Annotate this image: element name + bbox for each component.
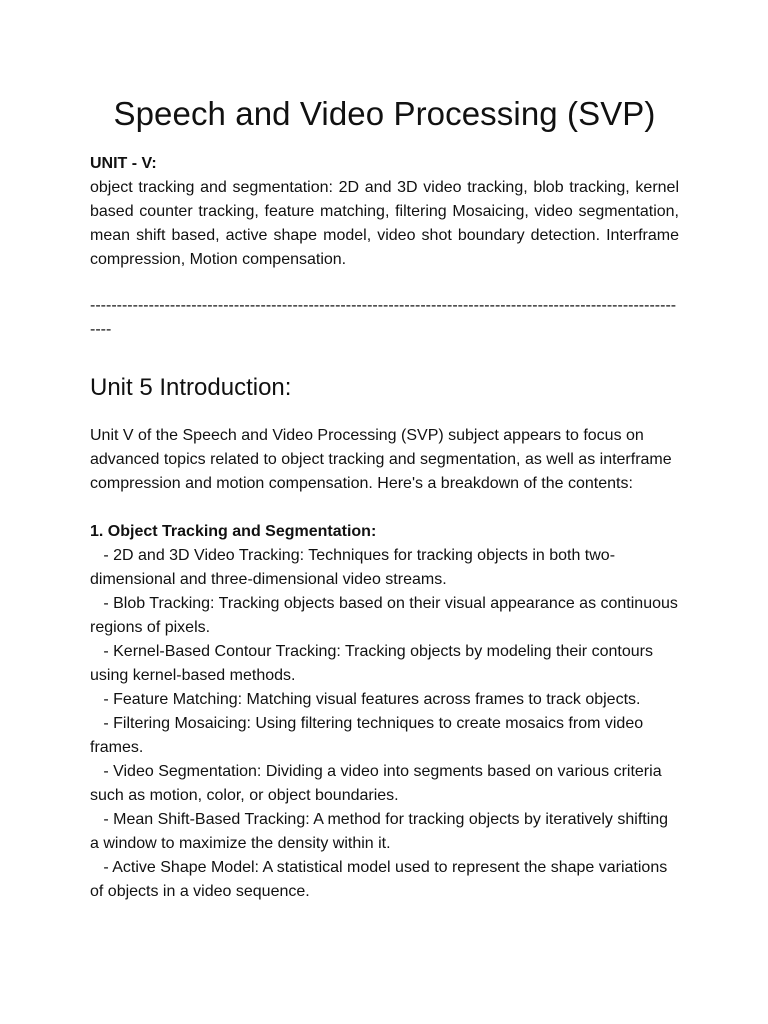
topic-item: - Video Segmentation: Dividing a video into segments based on various criteria such as motion, color, or object boundaries. bbox=[90, 762, 667, 804]
topic-item: - Feature Matching: Matching visual features across frames to track objects. bbox=[90, 690, 641, 708]
topic-item: - Mean Shift-Based Tracking: A method for tracking objects by iteratively shifting a window to maximize the density within it. bbox=[90, 810, 673, 852]
dashed-separator: ------------------------------------------------------------------------------------------------------------------ bbox=[90, 297, 677, 338]
topic-item: - Active Shape Model: A statistical model used to represent the shape variations of objects in a video sequence. bbox=[90, 858, 672, 900]
document-title: Speech and Video Processing (SVP) bbox=[113, 95, 656, 132]
topic-list bbox=[90, 544, 683, 904]
intro-paragraph: Unit V of the Speech and Video Processing (SVP) subject appears to focus on advanced topics related to object tracking and segmentation, as well as interframe compression and motion compensation. Here's a breakdown of the contents: bbox=[90, 426, 672, 492]
subsection-heading: 1. Object Tracking and Segmentation: bbox=[90, 522, 377, 540]
topic-item: - Blob Tracking: Tracking objects based on their visual appearance as continuous regions of pixels. bbox=[90, 594, 683, 636]
topic-item: - Kernel-Based Contour Tracking: Tracking objects by modeling their contours using kernel-based methods. bbox=[90, 642, 658, 684]
unit-syllabus-text: object tracking and segmentation: 2D and 3D video tracking, blob tracking, kernel based counter tracking, feature matching, filtering Mosaicing, video segmentation, mean shift based, active shape model, video shot boundary detection. Interframe compression, Motion compensation. bbox=[90, 179, 679, 268]
document-page bbox=[90, 0, 683, 904]
section-heading: Unit 5 Introduction: bbox=[90, 374, 292, 401]
topic-item: - Filtering Mosaicing: Using filtering techniques to create mosaics from video frames. bbox=[90, 714, 648, 756]
unit-heading: UNIT - V: bbox=[90, 155, 157, 172]
topic-item: - 2D and 3D Video Tracking: Techniques for tracking objects in both two-dimensional and three-dimensional video streams. bbox=[90, 546, 616, 588]
